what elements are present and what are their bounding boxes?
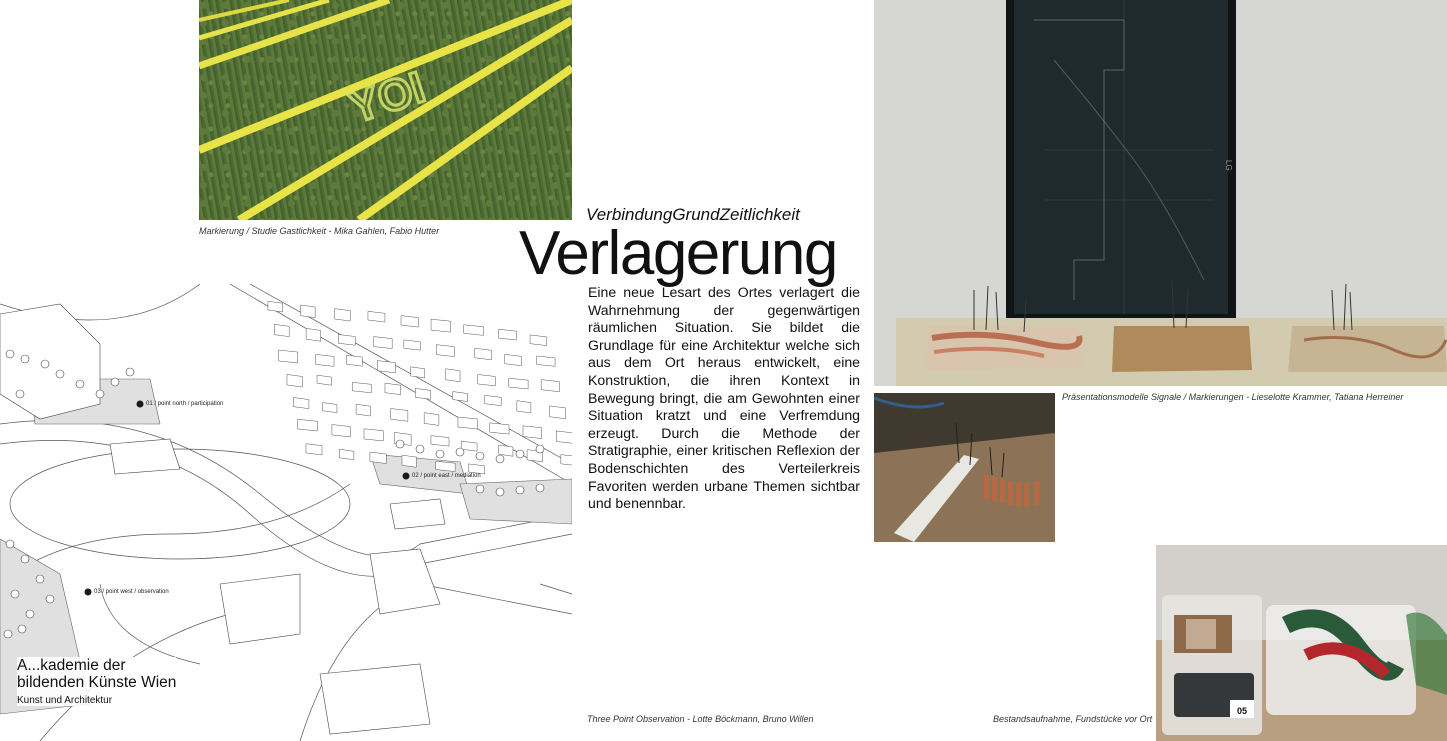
institution-name: A...kademie der bildenden Künste Wien	[17, 657, 177, 691]
house-block	[436, 461, 455, 471]
found-objects-photo	[1156, 545, 1447, 741]
institution-label	[17, 657, 176, 706]
house-block	[464, 325, 484, 336]
map-tree	[6, 350, 14, 358]
map-tree	[111, 378, 119, 386]
map-tree	[536, 445, 544, 453]
house-block	[415, 388, 430, 399]
map-point-west: 03 / point west / observation	[94, 589, 169, 595]
grass-caption: Markierung / Studie Gastlichkeit - Mika Gahlen, Fabio Hutter	[199, 226, 440, 236]
map-tree	[4, 630, 12, 638]
house-block	[338, 335, 355, 346]
house-block	[352, 382, 371, 392]
map-tree	[536, 484, 544, 492]
house-block	[530, 335, 547, 346]
house-block	[490, 423, 509, 434]
house-block	[517, 401, 531, 413]
map-tree	[16, 390, 24, 398]
house-block	[401, 316, 418, 327]
house-block	[523, 426, 542, 439]
house-block	[485, 395, 501, 405]
map-tree	[436, 450, 444, 458]
house-block	[377, 361, 395, 373]
map-tree	[21, 555, 29, 563]
house-block	[298, 419, 318, 431]
spray-marking: YOI	[343, 62, 431, 133]
map-tree	[126, 368, 134, 376]
house-block	[322, 403, 336, 413]
house-block	[335, 309, 351, 321]
sand-model-scene	[874, 393, 1055, 542]
institution-department: Kunst und Architektur	[17, 695, 113, 706]
map-tree	[516, 450, 524, 458]
house-block	[293, 398, 309, 409]
map-tree	[46, 595, 54, 603]
house-block	[391, 409, 408, 422]
map-tree	[76, 380, 84, 388]
house-block	[431, 436, 449, 447]
house-block	[306, 328, 320, 341]
house-block	[478, 374, 496, 385]
house-block	[499, 329, 517, 340]
map-tree	[36, 575, 44, 583]
map-tree	[456, 448, 464, 456]
page-subtitle: VerbindungGrundZeitlichkeit	[586, 205, 800, 224]
house-block	[385, 383, 401, 394]
map-tree	[11, 590, 19, 598]
house-block	[505, 354, 522, 365]
display-caption: Präsentationsmodelle Signale / Markierungen - Lieselotte Krammer, Tatiana Herreiner	[1062, 392, 1404, 402]
map-tree	[396, 440, 404, 448]
house-block	[411, 367, 425, 378]
house-block	[404, 340, 421, 350]
map-caption: Three Point Observation - Lotte Böckmann, Bruno Willen	[587, 714, 814, 724]
house-block	[509, 378, 528, 389]
map-tree	[96, 390, 104, 398]
house-block	[424, 413, 439, 426]
house-block	[458, 417, 477, 429]
house-block	[446, 369, 461, 382]
house-block	[453, 392, 468, 402]
map-tree	[496, 455, 504, 463]
house-block	[287, 374, 302, 386]
map-tree	[416, 445, 424, 453]
house-block	[364, 429, 383, 441]
body-paragraph: Eine neue Lesart des Ortes verlagert die Wahrnehmung der gegenwärtigen räumlichen Situation. Sie bildet die Grundlage für eine Architektur welche sich aus dem Ort heraus entwickelt, eine Konstruktion, die ihren Kontext in Bewegung bringt, die am Gewohnten einer Situation kratzt und eine Verfremdung erzeugt. Durch die Methode der Stratigraphie, einer kritischen Reflexion der Bodenschichten des Verteilerkreis Favoriten werden urbane Themen sichtbar und benennbar.	[588, 284, 860, 512]
map-tree	[26, 610, 34, 618]
map-tree	[6, 540, 14, 548]
map-tree	[516, 486, 524, 494]
house-block	[402, 455, 416, 467]
presentation-models-photo	[874, 0, 1447, 386]
house-block	[541, 380, 559, 392]
house-block	[550, 406, 566, 419]
map-tree	[18, 625, 26, 633]
house-block	[279, 350, 298, 363]
map-tree	[476, 485, 484, 493]
house-block	[374, 337, 393, 349]
house-block	[561, 455, 572, 466]
house-block	[556, 431, 572, 443]
house-block	[316, 354, 334, 366]
bag-label: 05	[1236, 706, 1248, 716]
house-block	[356, 404, 370, 416]
house-block	[499, 445, 513, 456]
map-point-east: 02 / point east / mediation	[412, 473, 481, 479]
display-scene	[874, 0, 1447, 386]
house-block	[431, 319, 451, 332]
sand-model-photo	[874, 393, 1055, 542]
house-block	[268, 301, 283, 312]
house-block	[306, 444, 322, 455]
house-block	[436, 345, 454, 357]
display-brand: LG	[1224, 160, 1233, 171]
house-block	[317, 375, 331, 385]
house-block	[475, 348, 492, 359]
grass-tape-overlay	[199, 0, 572, 220]
bags-scene	[1156, 545, 1447, 741]
house-block	[339, 449, 354, 459]
grass-marking-photo	[199, 0, 572, 220]
house-block	[370, 452, 386, 464]
house-block	[274, 324, 289, 336]
map-point-north: 01 / point north / participation	[146, 401, 224, 407]
map-tree	[56, 370, 64, 378]
map-tree	[41, 360, 49, 368]
house-block	[346, 355, 362, 366]
map-tree	[496, 488, 504, 496]
house-block	[332, 425, 351, 437]
house-block	[537, 356, 555, 366]
map-tree	[21, 355, 29, 363]
bags-caption: Bestandsaufnahme, Fundstücke vor Ort	[993, 714, 1153, 724]
page-title: Verlagerung	[519, 219, 837, 288]
house-block	[368, 311, 385, 322]
map-tree	[476, 452, 484, 460]
house-block	[301, 305, 315, 318]
